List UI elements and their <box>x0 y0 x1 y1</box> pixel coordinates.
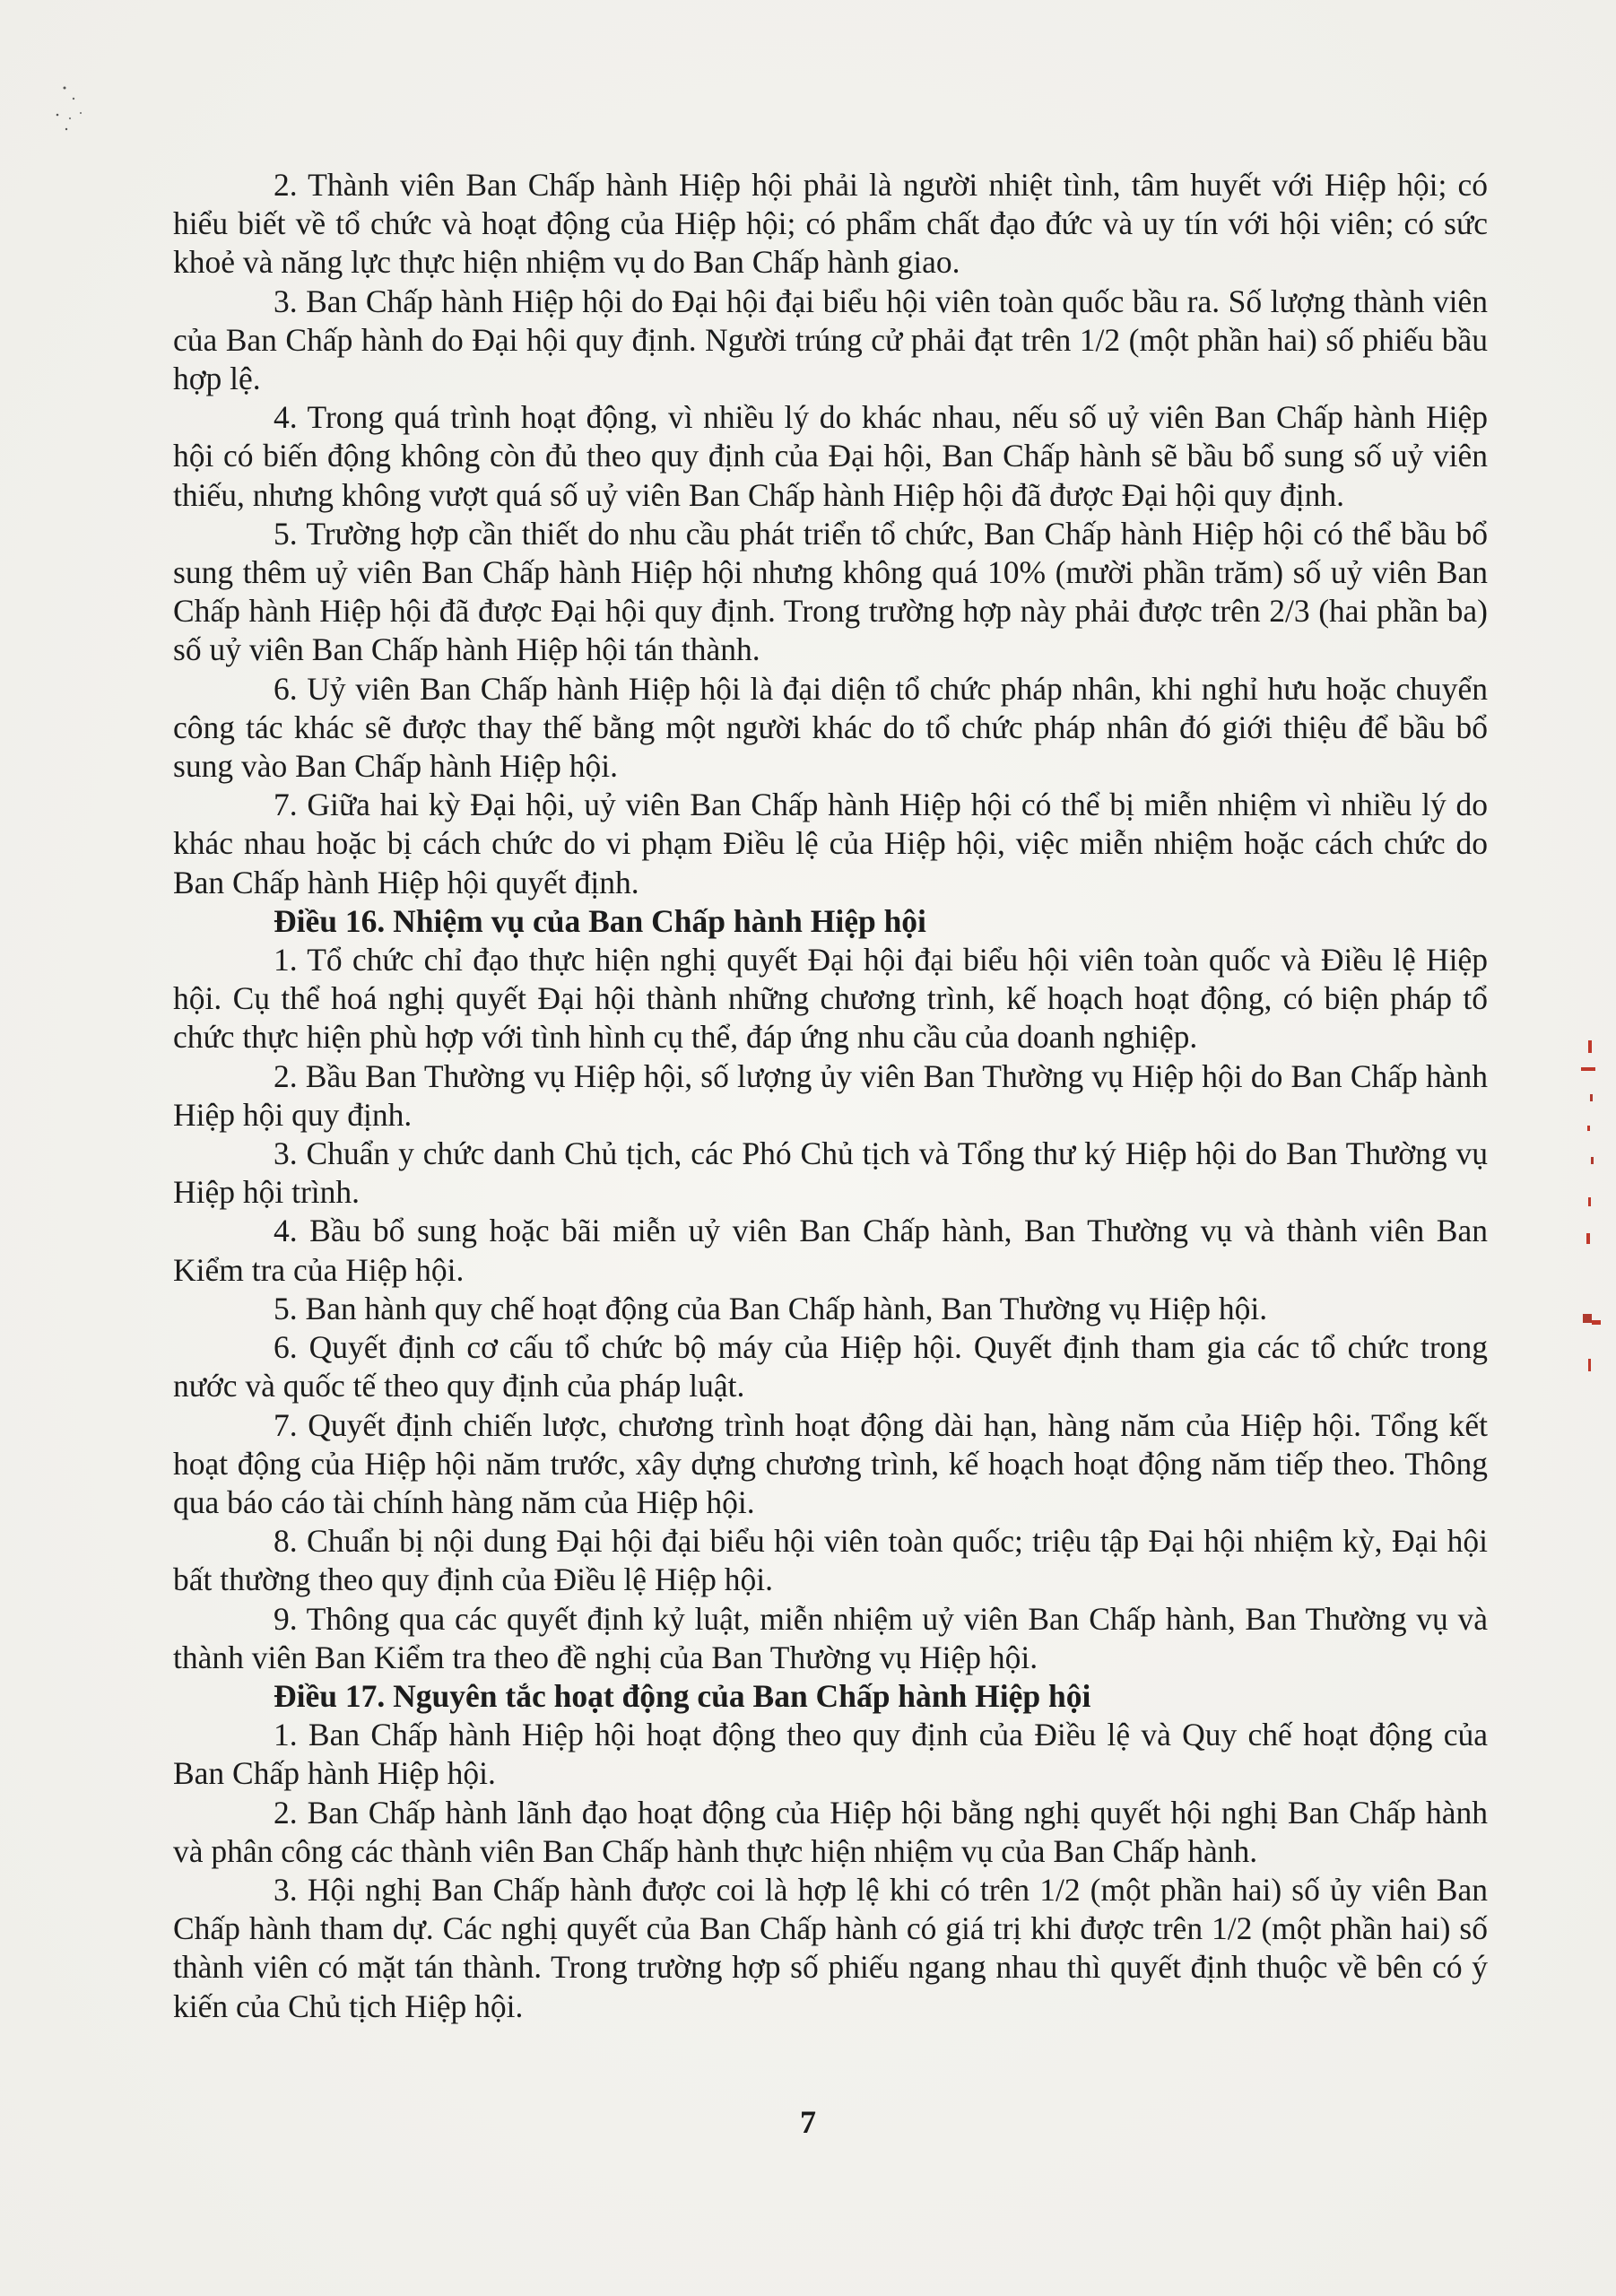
article-16-item-4: 4. Bầu bổ sung hoặc bãi miễn uỷ viên Ban Chấp hành, Ban Thường vụ và thành viên Ban Kiểm tra của Hiệp hội. <box>173 1213 1488 1288</box>
article-16-heading: Điều 16. Nhiệm vụ của Ban Chấp hành Hiệp hội <box>274 902 926 939</box>
clause-15-item-7: 7. Giữa hai kỳ Đại hội, uỷ viên Ban Chấp hành Hiệp hội có thể bị miễn nhiệm vì nhiều lý do khác nhau hoặc bị cách chức do vi phạm Điều lệ của Hiệp hội, việc miễn nhiệm hoặc cách chức do Ban Chấp hành Hiệp hội quyết định. <box>173 787 1488 900</box>
scan-specks <box>47 79 91 151</box>
article-16-item-9: 9. Thông qua các quyết định kỷ luật, miễn nhiệm uỷ viên Ban Chấp hành, Ban Thường vụ và thành viên Ban Kiểm tra theo đề nghị của Ban Thường vụ Hiệp hội. <box>173 1600 1488 1675</box>
article-16-item-1: 1. Tổ chức chỉ đạo thực hiện nghị quyết Đại hội đại biểu hội viên toàn quốc và Điều lệ Hiệp hội. Cụ thể hoá nghị quyết Đại hội thành những chương trình, kế hoạch hoạt động, có biện pháp tổ chức thực hiện phù hợp với tình hình cụ thể, đáp ứng nhu cầu của doanh nghiệp. <box>173 942 1488 1056</box>
clause-15-item-4: 4. Trong quá trình hoạt động, vì nhiều lý do khác nhau, nếu số uỷ viên Ban Chấp hành Hiệp hội có biến động không còn đủ theo quy định của Đại hội, Ban Chấp hành sẽ bầu bổ sung số uỷ viên thiếu, nhưng không vượt quá số uỷ viên Ban Chấp hành Hiệp hội đã được Đại hội quy định. <box>173 399 1488 513</box>
article-17-item-3: 3. Hội nghị Ban Chấp hành được coi là hợp lệ khi có trên 1/2 (một phần hai) số ủy viên Ban Chấp hành tham dự. Các nghị quyết của Ban Chấp hành có giá trị khi được trên 1/2 (một phần hai) số thành viên có mặt tán thành. Trong trường hợp số phiếu ngang nhau thì quyết định thuộc về bên có ý kiến của Chủ tịch Hiệp hội. <box>173 1871 1488 2024</box>
article-16-item-6: 6. Quyết định cơ cấu tổ chức bộ máy của Hiệp hội. Quyết định tham gia các tổ chức trong nước và quốc tế theo quy định của pháp luật. <box>173 1329 1488 1405</box>
red-stamp-edge-marks <box>1574 1040 1610 1390</box>
clause-15-item-2: 2. Thành viên Ban Chấp hành Hiệp hội phải là người nhiệt tình, tâm huyết với Hiệp hội; có hiểu biết về tổ chức và hoạt động của Hiệp hội; có phẩm chất đạo đức và uy tín với hội viên; có sức khoẻ và năng lực thực hiện nhiệm vụ do Ban Chấp hành giao. <box>173 167 1488 281</box>
clause-15-item-6: 6. Uỷ viên Ban Chấp hành Hiệp hội là đại diện tổ chức pháp nhân, khi nghỉ hưu hoặc chuyển công tác khác sẽ được thay thế bằng một người khác do tổ chức pháp nhân đó giới thiệu để bầu bổ sung vào Ban Chấp hành Hiệp hội. <box>173 670 1488 785</box>
article-16-item-2: 2. Bầu Ban Thường vụ Hiệp hội, số lượng ủy viên Ban Thường vụ Hiệp hội do Ban Chấp hành Hiệp hội quy định. <box>173 1057 1488 1133</box>
article-16-item-8: 8. Chuẩn bị nội dung Đại hội đại biểu hội viên toàn quốc; triệu tập Đại hội nhiệm kỳ, Đại hội bất thường theo quy định của Điều lệ Hiệp hội. <box>173 1523 1488 1598</box>
article-17-item-2: 2. Ban Chấp hành lãnh đạo hoạt động của Hiệp hội bằng nghị quyết hội nghị Ban Chấp hành và phân công các thành viên Ban Chấp hành thực hiện nhiệm vụ của Ban Chấp hành. <box>173 1794 1488 1869</box>
article-16-item-7: 7. Quyết định chiến lược, chương trình hoạt động dài hạn, hàng năm của Hiệp hội. Tổng kết hoạt động của Hiệp hội năm trước, xây dựng chương trình, kế hoạch hoạt động năm tiếp theo. Thông qua báo cáo tài chính hàng năm của Hiệp hội. <box>173 1406 1488 1520</box>
article-16-item-5: 5. Ban hành quy chế hoạt động của Ban Chấp hành, Ban Thường vụ Hiệp hội. <box>274 1290 1268 1326</box>
article-17-heading: Điều 17. Nguyên tắc hoạt động của Ban Chấp hành Hiệp hội <box>274 1677 1091 1714</box>
article-16-item-3: 3. Chuẩn y chức danh Chủ tịch, các Phó Chủ tịch và Tổng thư ký Hiệp hội do Ban Thường vụ Hiệp hội trình. <box>173 1135 1488 1211</box>
clause-15-item-5: 5. Trường hợp cần thiết do nhu cầu phát triển tổ chức, Ban Chấp hành Hiệp hội có thể bầu bổ sung thêm uỷ viên Ban Chấp hành Hiệp hội nhưng không quá 10% (mười phần trăm) số uỷ viên Ban Chấp hành Hiệp hội đã được Đại hội quy định. Trong trường hợp này phải được trên 2/3 (hai phần ba) số uỷ viên Ban Chấp hành Hiệp hội tán thành. <box>173 515 1488 668</box>
page-number: 7 <box>800 2104 816 2140</box>
clause-15-item-3: 3. Ban Chấp hành Hiệp hội do Đại hội đại biểu hội viên toàn quốc bầu ra. Số lượng thành viên của Ban Chấp hành do Đại hội quy định. Người trúng cử phải đạt trên 1/2 (một phần hai) số phiếu bầu hợp lệ. <box>173 283 1488 397</box>
document-body <box>173 166 1488 2026</box>
article-17-item-1: 1. Ban Chấp hành Hiệp hội hoạt động theo quy định của Điều lệ và Quy chế hoạt động của Ban Chấp hành Hiệp hội. <box>173 1717 1488 1792</box>
